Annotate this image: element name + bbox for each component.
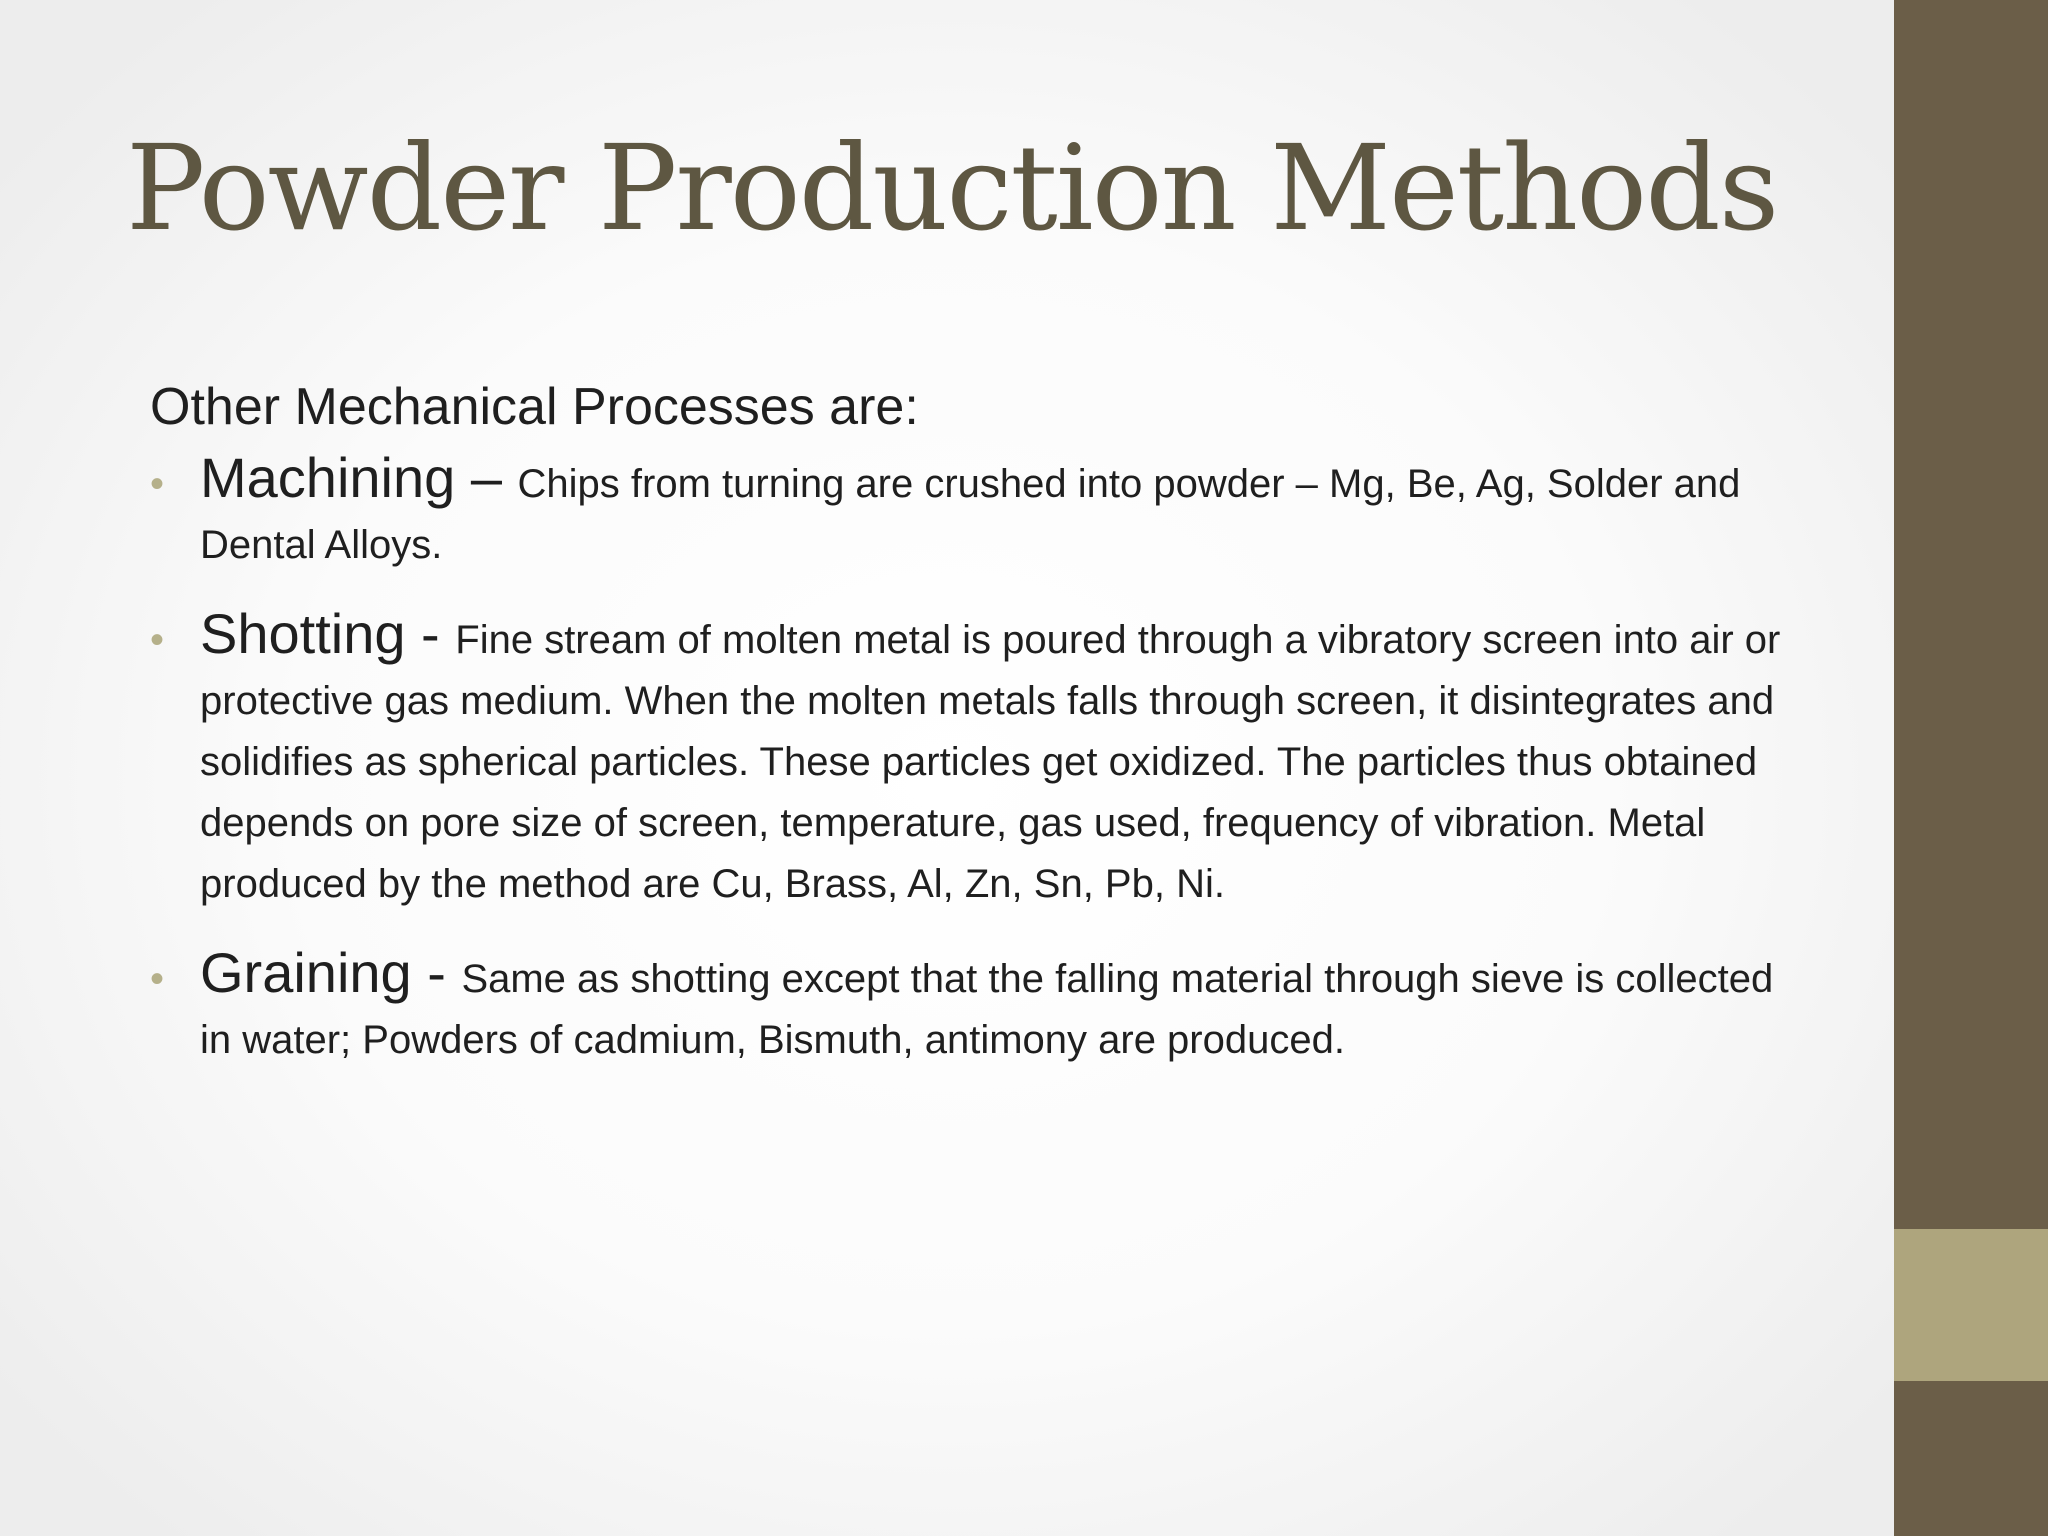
bullet-item-machining [150,448,1790,576]
bullet-term: Graining - [200,941,462,1004]
bullet-description: Fine stream of molten metal is poured through a vibratory screen into air or protective gas medium. When the molten metals falls through screen, it disintegrates and solidifies as spherical particles. These particles get oxidized. The particles thus obtained depends on pore size of screen, temperature, gas used, frequency of vibration. Metal produced by the method are Cu, Brass, Al, Zn, Sn, Pb, Ni. [200,618,1781,906]
bullet-term: Machining – [200,446,518,509]
slide-body [150,372,1790,1099]
bullet-description: Same as shotting except that the falling material through sieve is collected in water; Powders of cadmium, Bismuth, antimony are produced. [200,957,1774,1062]
intro-text: Other Mechanical Processes are: [150,378,919,436]
bullet-list [150,448,1790,1071]
bullet-term: Shotting - [200,602,456,665]
side-bar-accent-band [1894,1229,2048,1381]
slide-title: Powder Production Methods [126,119,1778,257]
bullet-dot-icon: • [150,957,165,1001]
bullet-dot-icon: • [150,618,165,662]
side-decoration-bar [1894,0,2048,1536]
bullet-item-shotting [150,604,1790,915]
bullet-dot-icon: • [150,462,165,506]
bullet-item-graining [150,943,1790,1071]
bullet-description: Chips from turning are crushed into powder – Mg, Be, Ag, Solder and Dental Alloys. [200,462,1741,567]
